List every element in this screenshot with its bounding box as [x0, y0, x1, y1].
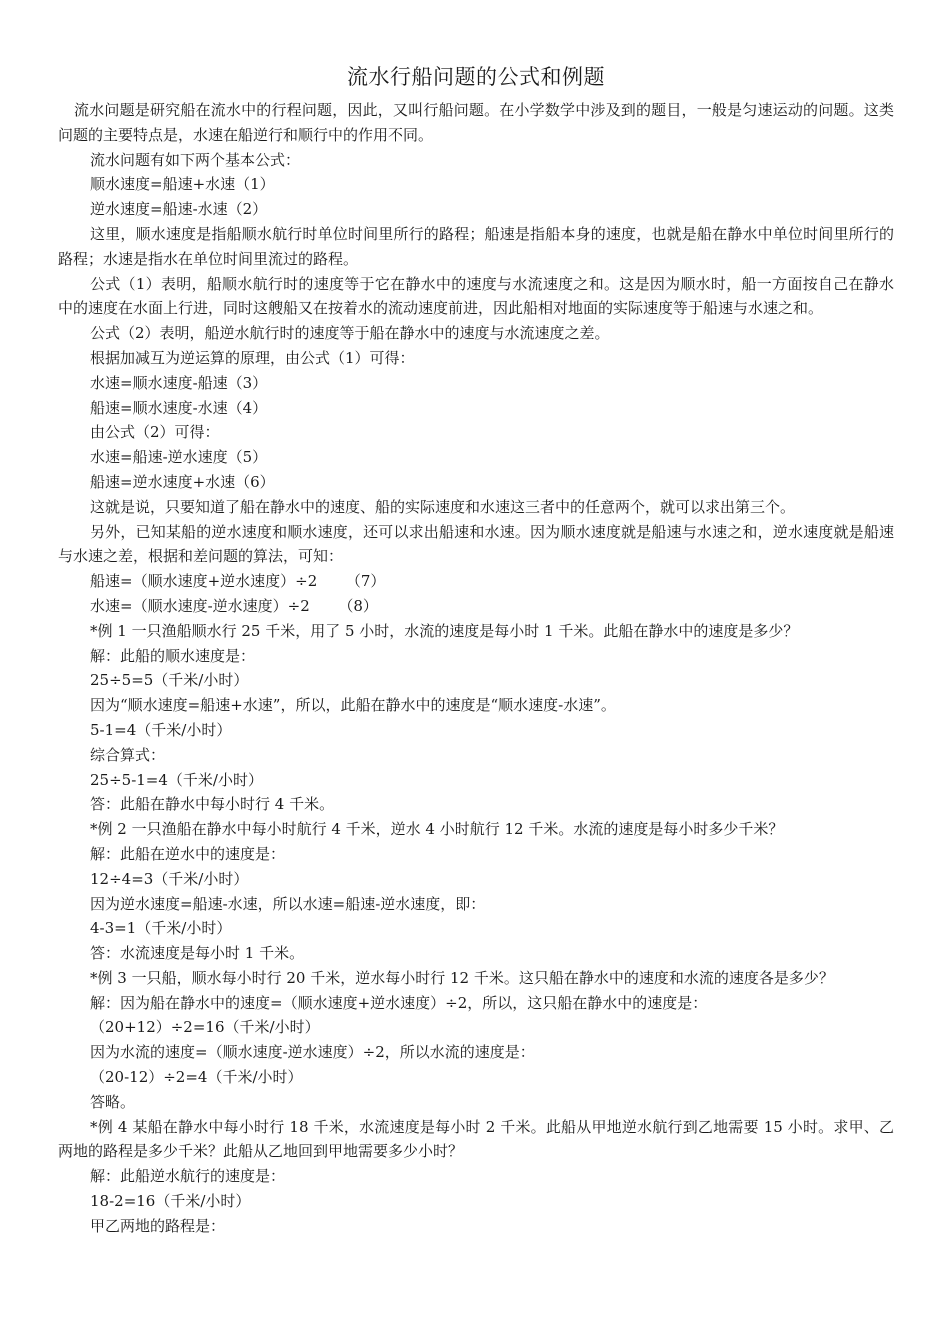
paragraph: 公式（1）表明，船顺水航行时的速度等于它在静水中的速度与水流速度之和。这是因为顺水时，船一方面按自己在静水中的速度在水面上行进，同时这艘船又在按着水的流动速度前进，因此船相对地面的实际速度等于船速与水速之和。 — [58, 274, 894, 318]
paragraph: 流水问题是研究船在流水中的行程问题，因此，又叫行船问题。在小学数学中涉及到的题目，一般是匀速运动的问题。这类问题的主要特点是，水速在船逆行和顺行中的作用不同。 — [58, 101, 894, 144]
solution-line: 因为“顺水速度=船速+水速”，所以，此船在静水中的速度是“顺水速度-水速”。 — [90, 696, 616, 715]
solution-line: 因为水流的速度=（顺水速度-逆水速度）÷2，所以水流的速度是： — [90, 1043, 535, 1062]
formula-line: 水速=顺水速度-船速（3） — [90, 373, 268, 392]
formula-line: 船速=顺水速度-水速（4） — [90, 398, 268, 417]
solution-line: 解：此船在逆水中的速度是： — [90, 844, 286, 863]
paragraph: 流水问题有如下两个基本公式： — [90, 150, 301, 169]
formula-line: 船速=（顺水速度+逆水速度）÷2 （7） — [90, 572, 386, 591]
solution-line: 解：因为船在静水中的速度=（顺水速度+逆水速度）÷2，所以，这只船在静水中的速度是： — [90, 993, 708, 1012]
answer-line: 答：水流速度是每小时 1 千米。 — [90, 944, 305, 963]
paragraph: 公式（2）表明，船逆水航行时的速度等于船在静水中的速度与水流速度之差。 — [90, 324, 610, 343]
calculation-line: 12÷4=3（千米/小时） — [90, 869, 249, 888]
example-question: *例 3 一只船，顺水每小时行 20 千米，逆水每小时行 12 千米。这只船在静水中的速度和水流的速度各是多少？ — [90, 968, 834, 987]
example-question: *例 4 某船在静水中每小时行 18 千米，水流速度是每小时 2 千米。此船从甲地逆水航行到乙地需要 15 小时。求甲、乙两地的路程是多少千米？此船从乙地回到甲地需要多少小时？ — [58, 1117, 894, 1161]
formula-line: 顺水速度=船速+水速（1） — [90, 175, 275, 194]
calculation-line: 25÷5=5（千米/小时） — [90, 671, 249, 690]
calculation-line: （20+12）÷2=16（千米/小时） — [90, 1018, 320, 1037]
paragraph: 另外，已知某船的逆水速度和顺水速度，还可以求出船速和水速。因为顺水速度就是船速与水速之和，逆水速度就是船速与水速之差，根据和差问题的算法，可知： — [58, 522, 894, 566]
example-question: *例 1 一只渔船顺水行 25 千米，用了 5 小时，水流的速度是每小时 1 千米。此船在静水中的速度是多少？ — [90, 621, 799, 640]
solution-line: 解：此船的顺水速度是： — [90, 646, 256, 665]
formula-line: 水速=（顺水速度-逆水速度）÷2 （8） — [90, 596, 378, 615]
formula-line: 逆水速度=船速-水速（2） — [90, 200, 268, 219]
document-body — [58, 98, 894, 1239]
paragraph: 由公式（2）可得： — [90, 423, 220, 442]
solution-line: 解：此船逆水航行的速度是： — [90, 1167, 286, 1186]
calculation-line: 25÷5-1=4（千米/小时） — [90, 770, 263, 789]
document-title: 流水行船问题的公式和例题 — [347, 65, 605, 89]
calculation-line: 4-3=1（千米/小时） — [90, 919, 232, 938]
document-page — [58, 62, 894, 1239]
example-question: *例 2 一只渔船在静水中每小时航行 4 千米，逆水 4 小时航行 12 千米。水流的速度是每小时多少千米？ — [90, 820, 784, 839]
answer-line: 答：此船在静水中每小时行 4 千米。 — [90, 795, 335, 814]
answer-line: 答略。 — [90, 1092, 136, 1111]
formula-line: 水速=船速-逆水速度（5） — [90, 448, 268, 467]
solution-line: 甲乙两地的路程是： — [90, 1216, 226, 1235]
paragraph: 这里，顺水速度是指船顺水航行时单位时间里所行的路程；船速是指船本身的速度，也就是船在静水中单位时间里所行的路程；水速是指水在单位时间里流过的路程。 — [58, 224, 894, 268]
formula-line: 船速=逆水速度+水速（6） — [90, 472, 275, 491]
solution-line: 因为逆水速度=船速-水速，所以水速=船速-逆水速度，即： — [90, 894, 486, 913]
calculation-line: （20-12）÷2=4（千米/小时） — [90, 1068, 303, 1087]
solution-line: 综合算式： — [90, 745, 166, 764]
paragraph: 根据加减互为逆运算的原理，由公式（1）可得： — [90, 348, 415, 367]
calculation-line: 5-1=4（千米/小时） — [90, 720, 232, 739]
calculation-line: 18-2=16（千米/小时） — [90, 1192, 251, 1211]
paragraph: 这就是说，只要知道了船在静水中的速度、船的实际速度和水速这三者中的任意两个，就可以求出第三个。 — [90, 497, 796, 516]
